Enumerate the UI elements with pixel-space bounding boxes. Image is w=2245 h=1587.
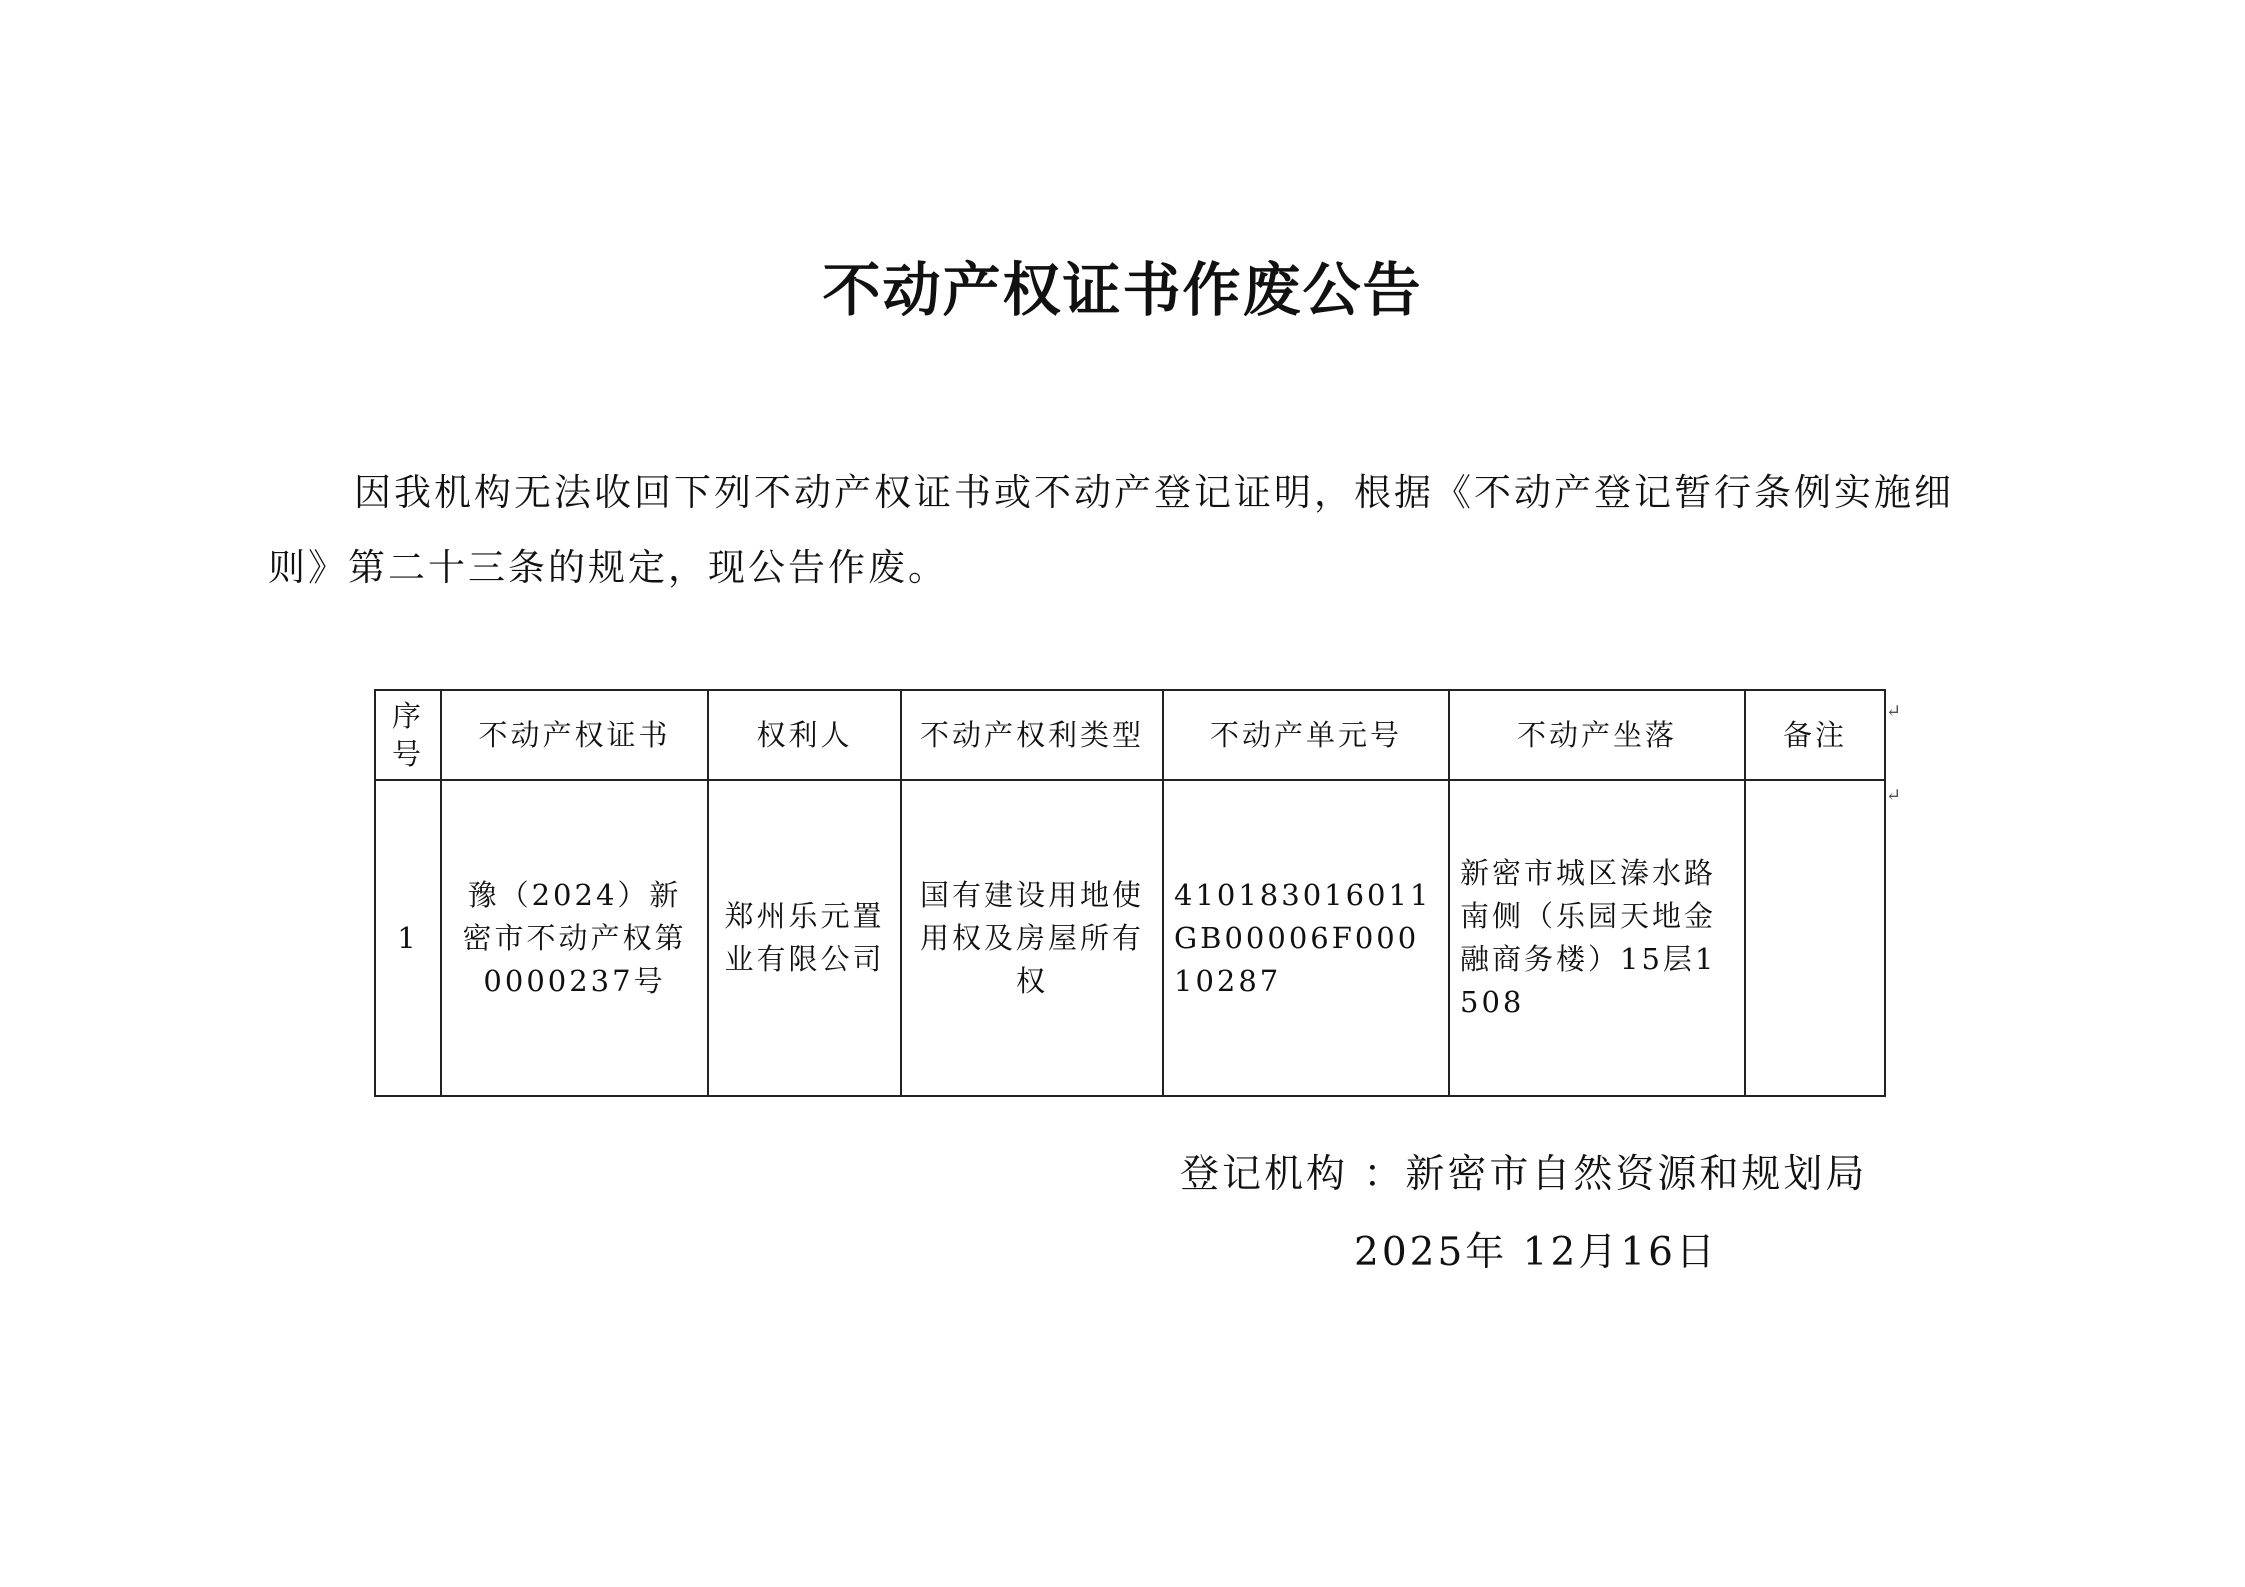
header-seq: 序号 bbox=[375, 690, 441, 780]
notice-paragraph: 因我机构无法收回下列不动产权证书或不动产登记证明，根据《不动产登记暂行条例实施细则》第二十三条的规定，现公告作废。 bbox=[268, 471, 1954, 589]
cell-certificate: 豫（2024）新密市不动产权第0000237号 bbox=[441, 780, 708, 1096]
header-owner: 权利人 bbox=[708, 690, 901, 780]
table-header-row bbox=[375, 690, 1885, 780]
header-right-type: 不动产权利类型 bbox=[901, 690, 1163, 780]
row-end-mark: ↵ bbox=[1886, 701, 1902, 722]
notice-body bbox=[268, 455, 1968, 605]
cell-remark bbox=[1745, 780, 1885, 1096]
cell-seq: 1 bbox=[375, 780, 441, 1096]
table-row bbox=[375, 780, 1885, 1096]
registration-agency: 登记机构 ：新密市自然资源和规划局 bbox=[1180, 1152, 1868, 1197]
row-end-mark: ↵ bbox=[1886, 785, 1902, 806]
cell-unit-no: 410183016011GB00006F00010287 bbox=[1163, 780, 1449, 1096]
header-certificate: 不动产权证书 bbox=[441, 690, 708, 780]
header-unit-no: 不动产单元号 bbox=[1163, 690, 1449, 780]
notice-title: 不动产权证书作废公告 bbox=[822, 256, 1423, 324]
header-location: 不动产坐落 bbox=[1449, 690, 1745, 780]
cell-owner: 郑州乐元置业有限公司 bbox=[708, 780, 901, 1096]
header-remark: 备注 bbox=[1745, 690, 1885, 780]
notice-date: 2025年 12月16日 bbox=[1354, 1230, 1718, 1275]
void-certificate-table bbox=[374, 689, 1886, 1097]
cell-location: 新密市城区溱水路南侧（乐园天地金融商务楼）15层1508 bbox=[1449, 780, 1745, 1096]
cell-right-type: 国有建设用地使用权及房屋所有权 bbox=[901, 780, 1163, 1096]
